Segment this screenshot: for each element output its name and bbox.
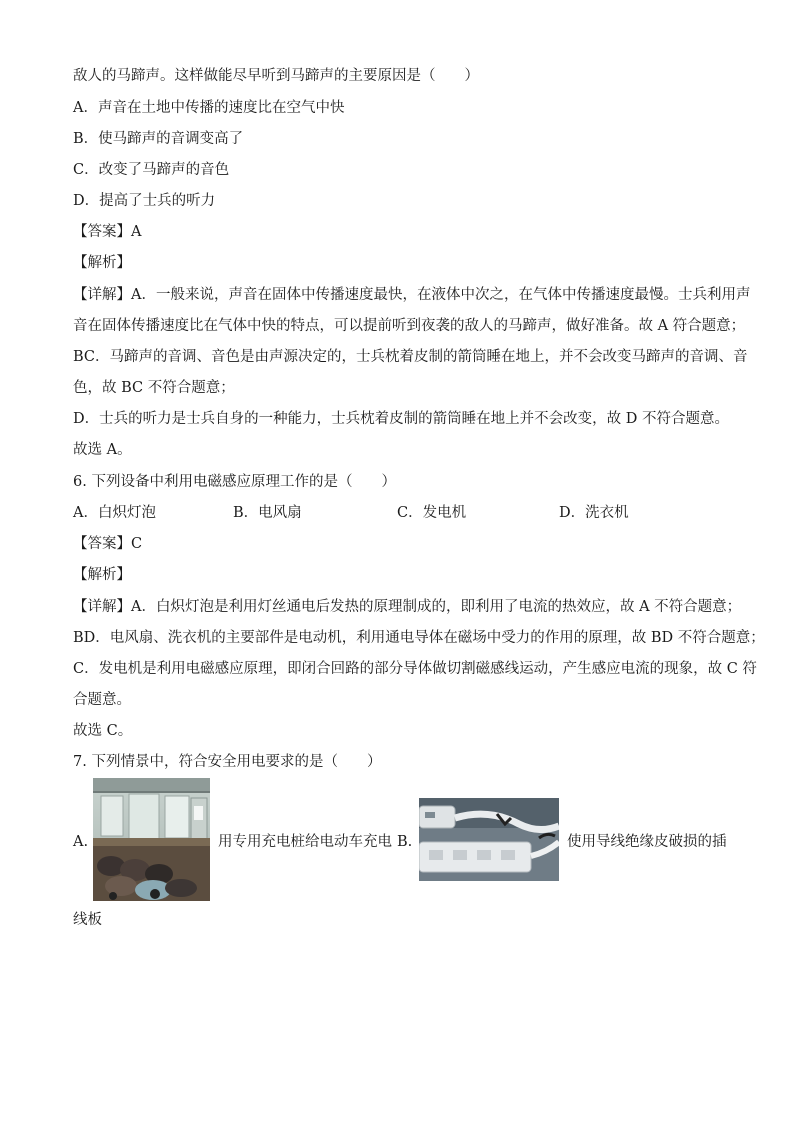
q6-option-d: D．洗衣机 (559, 505, 629, 521)
q6-detail-line: BD．电风扇、洗衣机的主要部件是电动机，利用通电导体在磁场中受力的作用的原理，故 BD 不符合题意； (73, 630, 765, 646)
q6-analysis-tag: 【解析】 (73, 567, 131, 583)
q6-option-a: A．白炽灯泡 (73, 505, 156, 521)
q7-option-b-photo (419, 798, 559, 881)
q6-detail-line: 合题意。 (73, 692, 131, 708)
q6-detail-line: 故选 C。 (73, 723, 133, 739)
q7-option-a-photo (93, 778, 210, 901)
q5-detail-line: 色，故 BC 不符合题意； (73, 380, 235, 396)
q6-answer: 【答案】C (73, 536, 143, 552)
q5-detail-line: D．士兵的听力是士兵自身的一种能力，士兵枕着皮制的箭筒睡在地上并不会改变，故 D 不符合题意。 (73, 411, 729, 427)
q7-option-a-label: A. (73, 834, 89, 850)
q7-stem: 7. 下列情景中，符合安全用电要求的是（ ） (73, 754, 382, 770)
q7-option-a-text: 用专用充电桩给电动车充电 (218, 834, 392, 850)
q5-detail (73, 280, 751, 466)
q5-option-c: C．改变了马蹄声的音色 (73, 162, 230, 178)
q7-option-b-label: B. (397, 834, 413, 850)
q6-detail-line: C．发电机是利用电磁感应原理，即闭合回路的部分导体做切割磁感线运动，产生感应电流的现象，故 C 符 (73, 661, 757, 677)
q6-detail (73, 592, 765, 747)
q5-detail-line: 【详解】A．一般来说，声音在固体中传播速度最快，在液体中次之，在气体中传播速度最慢。士兵利用声 (73, 287, 751, 303)
q7-option-b-wrap: 线板 (73, 912, 102, 928)
q6-detail-line: 【详解】A．白炽灯泡是利用灯丝通电后发热的原理制成的，即利用了电流的热效应，故 A 不符合题意； (73, 599, 742, 615)
q5-option-d: D．提高了士兵的听力 (73, 193, 216, 209)
q5-detail-line: 音在固体传播速度比在气体中快的特点，可以提前听到夜袭的敌人的马蹄声，做好准备。故 A 符合题意； (73, 318, 746, 334)
q6-stem: 6. 下列设备中利用电磁感应原理工作的是（ ） (73, 474, 396, 490)
q5-option-a: A．声音在土地中传播的速度比在空气中快 (73, 100, 345, 116)
q5-analysis-tag: 【解析】 (73, 255, 131, 271)
q5-detail-line: 故选 A。 (73, 442, 132, 458)
q5-detail-line: BC．马蹄声的音调、音色是由声源决定的，士兵枕着皮制的箭筒睡在地上，并不会改变马蹄声的音调、音 (73, 349, 748, 365)
q5-option-b: B．使马蹄声的音调变高了 (73, 131, 244, 147)
q5-stem-tail: 敌人的马蹄声。这样做能尽早听到马蹄声的主要原因是（ ） (73, 68, 479, 84)
q6-option-c: C．发电机 (397, 505, 467, 521)
q6-option-b: B．电风扇 (233, 505, 302, 521)
damaged-power-strip-photo (419, 798, 559, 881)
charging-station-photo (93, 778, 210, 901)
q5-answer: 【答案】A (73, 224, 142, 240)
q7-option-b-text: 使用导线绝缘皮破损的插 (567, 834, 727, 850)
